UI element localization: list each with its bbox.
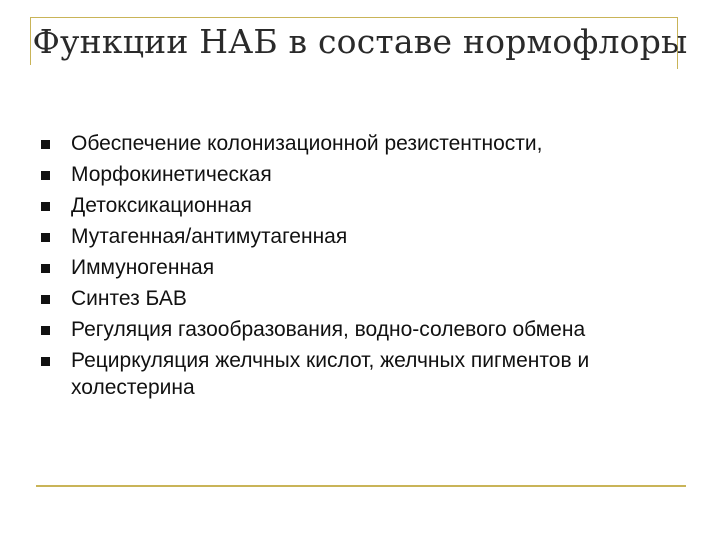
square-bullet-icon xyxy=(41,264,50,273)
square-bullet-icon xyxy=(41,326,50,335)
bullet-item xyxy=(0,316,671,343)
frame-bottom-line xyxy=(36,485,686,487)
bullet-item xyxy=(0,285,671,312)
square-bullet-icon xyxy=(41,295,50,304)
square-bullet-icon xyxy=(41,357,50,366)
bullet-text: Обеспечение колонизационной резистентности, xyxy=(71,132,543,155)
square-bullet-icon xyxy=(41,233,50,242)
frame-top-line xyxy=(30,17,678,18)
square-bullet-icon xyxy=(41,202,50,211)
bullet-item xyxy=(0,347,671,401)
bullet-text: Детоксикационная xyxy=(71,194,252,217)
square-bullet-icon xyxy=(41,140,50,149)
bullet-list xyxy=(0,130,720,405)
bullet-item xyxy=(0,161,671,188)
bullet-text: Мутагенная/антимутагенная xyxy=(71,225,348,248)
bullet-text: Синтез БАВ xyxy=(71,287,187,310)
bullet-text: Морфокинетическая xyxy=(71,163,272,186)
bullet-item xyxy=(0,223,671,250)
square-bullet-icon xyxy=(41,171,50,180)
slide-title: Функции НАБ в составе нормофлоры xyxy=(32,22,688,61)
bullet-item xyxy=(0,254,671,281)
bullet-text: Рециркуляция желчных кислот, желчных пигментов и холестерина xyxy=(71,349,590,399)
bullet-item xyxy=(0,130,671,157)
bullet-text: Регуляция газообразования, водно-солевого обмена xyxy=(71,318,586,341)
bullet-text: Иммуногенная xyxy=(71,256,215,279)
bullet-item xyxy=(0,192,671,219)
